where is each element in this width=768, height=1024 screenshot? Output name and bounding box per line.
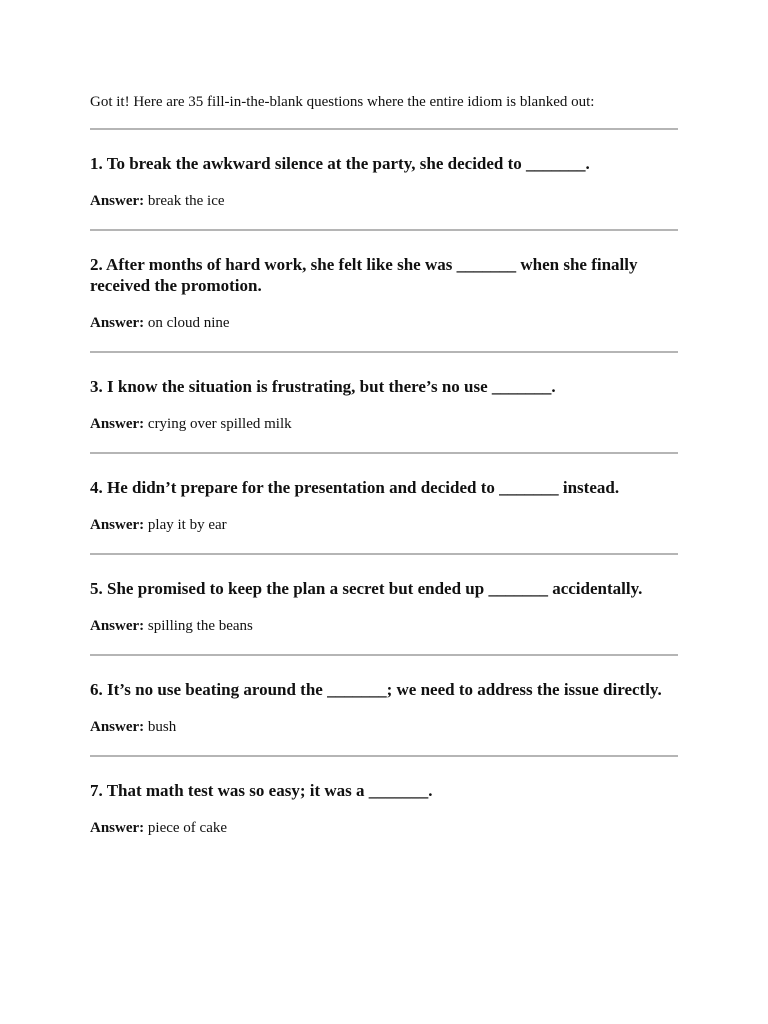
answer-line [90,717,678,737]
answer-text: spilling the beans [147,618,253,634]
answer-text: crying over spilled milk [147,416,292,432]
answer-line [90,818,678,838]
question-text: 7. That math test was so easy; it was a _______. [90,781,433,800]
question-item [90,656,678,755]
question-text: 5. She promised to keep the plan a secret but ended up _______ accidentally. [90,579,643,598]
answer-label: Answer: [90,193,145,209]
answer-text: piece of cake [147,820,228,836]
question-text: 2. After months of hard work, she felt like she was _______ when she finally received the promotion. [90,255,638,295]
question-item [90,555,678,654]
answer-label: Answer: [90,820,145,836]
document-content [90,92,678,856]
answer-line [90,414,678,434]
answer-label: Answer: [90,416,145,432]
answer-label: Answer: [90,719,145,735]
answer-line [90,616,678,636]
question-item [90,454,678,553]
answer-label: Answer: [90,315,145,331]
answer-text: play it by ear [147,517,227,533]
answer-line [90,313,678,333]
question-item [90,130,678,229]
question-text: 4. He didn’t prepare for the presentation and decided to _______ instead. [90,478,620,497]
question-item [90,757,678,856]
answer-label: Answer: [90,517,145,533]
answer-text: on cloud nine [147,315,230,331]
question-item [90,231,678,351]
answer-line [90,191,678,211]
question-item [90,353,678,452]
answer-line [90,515,678,535]
question-text: 3. I know the situation is frustrating, but there’s no use _______. [90,377,556,396]
answer-text: break the ice [147,193,225,209]
answer-text: bush [147,719,177,735]
intro-text: Got it! Here are 35 fill-in-the-blank questions where the entire idiom is blanked out: [90,94,595,110]
answer-label: Answer: [90,618,145,634]
question-text: 1. To break the awkward silence at the party, she decided to _______. [90,154,590,173]
question-text: 6. It’s no use beating around the _______; we need to address the issue directly. [90,680,662,699]
